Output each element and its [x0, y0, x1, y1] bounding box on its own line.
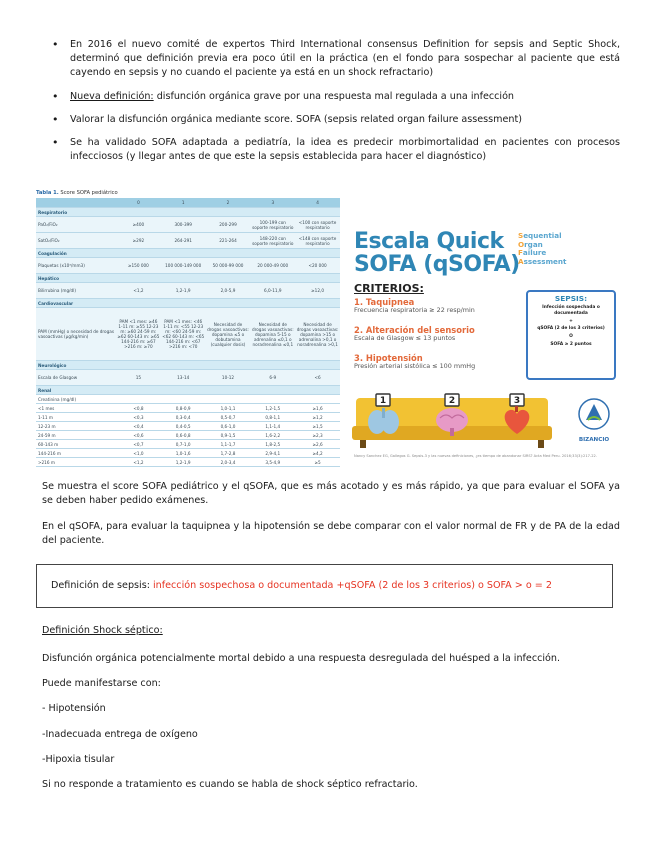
definicion-sepsis-label: Definición de sepsis: [51, 580, 153, 591]
shock-refractario-text: Si no responde a tratamiento es cuando se habla de shock séptico refractario. [42, 779, 418, 790]
table-cell: ≥292 [132, 238, 145, 243]
table-cell: 50 000-99 000 [212, 263, 244, 268]
bizancio-logo-icon [574, 396, 614, 448]
table-cell: ≥1,5 [312, 423, 323, 429]
table-row-label: SatO₂/FiO₂ [38, 238, 60, 243]
couch-organs-illustration [352, 392, 552, 450]
table-cell: 100 000-149 000 [165, 263, 202, 268]
table-header-row [36, 198, 340, 208]
table-cell: ≥2,3 [312, 432, 323, 438]
table-cell: 15 [135, 375, 142, 380]
lungs-icon [368, 408, 399, 434]
table-row-label: Neurológico [38, 362, 67, 368]
number-1: 1 [379, 396, 387, 406]
table-cell: 0,8-0,9 [175, 405, 191, 411]
table-row-label: Hepático [38, 275, 59, 281]
table-cell: ≥2,6 [312, 441, 323, 447]
table-cell: 1,7-2,8 [220, 450, 236, 456]
table-cell [116, 208, 161, 216]
table-cell [295, 299, 340, 307]
table-row-label: Bilirrubina (mg/dl) [38, 288, 76, 293]
table-cell [295, 386, 340, 394]
table-cell [206, 395, 251, 403]
acronym-word: rgan [524, 239, 543, 249]
table-cell [161, 208, 206, 216]
table-cell [206, 208, 251, 216]
table-row-label: Plaquetas (x10³/mm3) [38, 263, 85, 268]
table-section-row [36, 386, 340, 395]
table-cell [161, 386, 206, 394]
table-cell [250, 208, 295, 216]
criterion-1 [354, 298, 475, 314]
table-cell: 6,0-11,9 [264, 288, 282, 293]
manifest-item-hipotension: - Hipotensión [42, 703, 106, 714]
acronym-letter: A [518, 256, 524, 266]
intro-bullet-list [42, 38, 620, 173]
table-section-row [36, 274, 340, 283]
acronym-letter: O [518, 239, 525, 249]
table-cell: 0,5-0,7 [220, 414, 236, 420]
sofa-pediatric-table [36, 188, 340, 472]
criterion-2-detail: Escala de Glasgow ≤ 13 puntos [354, 334, 456, 342]
table-cell: <0,6 [133, 432, 144, 438]
criterion-2 [354, 326, 475, 342]
table-cell: 1,8-2,5 [265, 441, 281, 447]
table-row-label: <1 mes [38, 405, 55, 411]
nueva-definicion-label: Nueva definición: [70, 90, 154, 102]
qsofa-title-line2: SOFA (qSOFA) [354, 252, 520, 277]
bullet-nueva-definicion [42, 90, 620, 104]
table-row-label: >216 m [38, 459, 55, 465]
table-cell: <0,4 [133, 423, 144, 429]
shock-septico-heading: Definición Shock séptico: [42, 625, 163, 636]
table-cell: Necesidad de drogas vasoactivas: dopamina 5-15 o adrenalina ≤0,1 o noradrenalina ≤0,1 [251, 321, 294, 347]
table-row-label: Respiratorio [38, 209, 68, 215]
sepsis-box-line1: Infección sospechada o documentada [542, 305, 600, 316]
table-row-label: 24-59 m [38, 432, 56, 438]
bullet-2016-definition: • En 2016 el nuevo comité de expertos Third International consensus Definition for sepsis and Septic Shock, determinó que definición previa era poco útil en la práctica (en el fondo para sospechar al paciente que está cayendo en sepsis y no cuando el paciente ya está en un shock refractario) [42, 38, 620, 81]
table-row [36, 283, 340, 299]
table-cell: 200-299 [219, 222, 237, 227]
table-cell: 1,0-1,6 [175, 450, 191, 456]
table-row-label: 12-23 m [38, 423, 56, 429]
table-cell: <1,2 [133, 459, 144, 465]
table-cell [161, 395, 206, 403]
table-cell [295, 274, 340, 282]
table-cell: <0,8 [133, 405, 144, 411]
acronym-line [518, 258, 566, 267]
table-cell: 0,6-1,0 [220, 423, 236, 429]
table-cell: ≥1,2 [312, 414, 323, 420]
criterion-3-detail: Presión arterial sistólica ≤ 100 mmHg [354, 362, 476, 370]
table-row [36, 233, 340, 249]
definicion-sepsis-box [36, 564, 613, 608]
acronym-letter: S [518, 231, 524, 240]
table-cell: <20 000 [308, 263, 327, 268]
acronym-letter: F [518, 248, 523, 258]
table-cell: ≥5 [314, 459, 321, 465]
table-cell [116, 386, 161, 394]
table-cell [250, 361, 295, 369]
table-cell [206, 249, 251, 257]
table-row [36, 308, 340, 361]
table-cell: <0,7 [133, 441, 144, 447]
table-cell [295, 208, 340, 216]
table-cell: 0,6-0,8 [175, 432, 191, 438]
table-cell: 0,3-0,4 [175, 414, 191, 420]
table-cell: 0,7-1,0 [175, 441, 191, 447]
acronym-word: equential [523, 231, 562, 240]
table-cell: <0,3 [133, 414, 144, 420]
table-cell: ≥400 [132, 222, 145, 227]
table-section-row [36, 249, 340, 258]
table-cell: 1,1-1,4 [265, 423, 281, 429]
table-cell: ≥1,6 [312, 405, 323, 411]
table-cell [116, 274, 161, 282]
table-cell [250, 299, 295, 307]
bullet-sofa-pediatria: • Se ha validado SOFA adaptada a pediatría, la idea es predecir morbimortalidad en pacientes con procesos infecciosos (y llegar antes de que este la sepsis establecida para hacer el diagnóstico) [42, 136, 620, 164]
qsofa-title [354, 230, 520, 276]
table-row [36, 217, 340, 233]
table-section-row [36, 361, 340, 370]
table-cell: <1,2 [133, 288, 144, 293]
table-cell [295, 395, 340, 403]
table-cell: 2,0-3,4 [220, 459, 236, 465]
table-title [36, 188, 340, 198]
sepsis-box-line3: SOFA ≥ 2 puntos [550, 341, 592, 347]
table-cell: 6-9 [269, 375, 277, 380]
table-cell [161, 361, 206, 369]
table-title-rest: Score SOFA pediátrico [58, 190, 118, 196]
table-cell [206, 386, 251, 394]
table-section-row [36, 299, 340, 308]
nueva-definicion-text: disfunción orgánica grave por una respuesta mal regulada a una infección [153, 90, 515, 102]
table-cell: 0 [137, 200, 140, 205]
table-row [36, 449, 340, 458]
definicion-sepsis-criteria: infección sospechosa o documentada +qSOFA (2 de los 3 criterios) o SOFA > o = 2 [153, 580, 552, 591]
definicion-sepsis-text [51, 580, 552, 591]
qsofa-infographic [348, 218, 620, 465]
sepsis-criteria-box [526, 290, 616, 380]
table-cell: 10-12 [221, 375, 235, 380]
table-row-label: 1-11 m [38, 414, 53, 420]
table-cell: 1,2-1,5 [265, 405, 281, 411]
table-row [36, 431, 340, 440]
table-row [36, 422, 340, 431]
table-cell [206, 299, 251, 307]
table-cell: ≥12,0 [311, 288, 324, 293]
sofa-acronym [518, 232, 566, 266]
table-row [36, 440, 340, 449]
table-row [36, 395, 340, 404]
sepsis-box-line2: qSOFA (2 de los 3 criterios) [537, 326, 605, 332]
table-cell: 2,9-4,1 [265, 450, 281, 456]
table-cell [116, 299, 161, 307]
manifest-item-oxigeno: -Inadecuada entrega de oxígeno [42, 729, 198, 740]
sofa-grid [36, 198, 340, 467]
table-row [36, 370, 340, 386]
manifest-intro: Puede manifestarse con: [42, 678, 161, 689]
table-cell: 0,8-1,1 [265, 414, 281, 420]
table-row-label: 60-143 m [38, 441, 59, 447]
table-cell: 1,2-1,9 [175, 288, 191, 293]
table-cell: 221-264 [219, 238, 237, 243]
para-qsofa-comparacion: En el qSOFA, para evaluar la taquipnea y la hipotensión se debe comparar con el valor normal de FR y de PA de la edad del paciente. [42, 521, 620, 547]
criterion-2-title: 2. Alteración del sensorio [354, 325, 475, 335]
table-cell: <100 con soporte respiratorio [298, 219, 337, 230]
table-cell: Necesidad de drogas vasoactivas: dopamina ≤5 o dobutamina (cualquier dosis) [207, 321, 249, 347]
table-cell [116, 249, 161, 257]
table-row [36, 404, 340, 413]
table-row-label: Renal [38, 387, 52, 393]
table-row-label [36, 198, 116, 207]
acronym-word: ssessment [523, 256, 567, 266]
table-cell: ≥150 000 [127, 263, 149, 268]
bullet-sofa-score: • Valorar la disfunción orgánica mediante score. SOFA (sepsis related organ failure assessment) [42, 113, 620, 127]
table-cell [116, 395, 161, 403]
acronym-word: ailure [522, 248, 547, 258]
number-2: 2 [448, 396, 456, 406]
table-cell [161, 274, 206, 282]
table-cell: 13-14 [177, 375, 190, 380]
table-row-label: 144-216 m [38, 450, 61, 456]
table-cell: 0,4-0,5 [175, 423, 191, 429]
table-cell: 1,2-1,9 [175, 459, 191, 465]
table-title-bold: Tabla 1. [36, 190, 59, 196]
table-cell: 20 000-49 000 [257, 263, 289, 268]
criterion-3-title: 3. Hipotensión [354, 353, 423, 363]
criterion-1-title: 1. Taquipnea [354, 297, 415, 307]
image-credit: Nancy Sanchez EG, Gallegos G. Sepsis-3 y las nuevas definiciones, ¿es tiempo de abandonar SIRS? Acta Med Peru. 2016;33(3):217-22. [354, 454, 597, 458]
couch-leg-left [360, 440, 366, 448]
sepsis-box-plus: + [569, 318, 573, 324]
table-cell: 1,1-1,7 [220, 441, 236, 447]
table-cell [250, 386, 295, 394]
table-cell [295, 361, 340, 369]
table-cell: 1,6-2,2 [265, 432, 281, 438]
manifest-item-hipoxia: -Hipoxia tisular [42, 754, 115, 765]
table-cell: <6 [314, 375, 321, 380]
table-cell: 1 [181, 200, 185, 205]
table-cell: 3 [271, 200, 275, 205]
table-row-label: Creatinina (mg/dl) [38, 396, 77, 402]
table-cell [295, 249, 340, 257]
qsofa-title-line1: Escala Quick [354, 229, 504, 254]
table-row [36, 258, 340, 274]
table-cell: 100-199 con soporte respiratorio [252, 219, 294, 230]
table-cell: 148-220 con soporte respiratorio [252, 235, 294, 246]
table-cell: 2,0-5,9 [220, 288, 236, 293]
para-sofa-pediatrico: Se muestra el score SOFA pediátrico y el qSOFA, que es más acotado y es más rápido, ya que para evaluar el SOFA ya se deben haber pedido exámenes. [42, 481, 620, 507]
sepsis-box-or: O [569, 334, 573, 340]
couch-leg-right [538, 440, 544, 448]
table-cell [206, 274, 251, 282]
table-cell [161, 249, 206, 257]
table-cell [161, 299, 206, 307]
table-row-label: PAM (mmHg) o necesidad de drogas vasoactivas (µg/kg/min) [38, 329, 115, 339]
logo-text: BIZANCIO [578, 437, 610, 443]
table-cell: 4 [316, 200, 319, 205]
table-cell: 264-291 [174, 238, 192, 243]
shock-septico-definition: Disfunción orgánica potencialmente mortal debido a una respuesta desregulada del huésped a la infección. [42, 653, 561, 664]
table-cell: PAM <1 mes: <46 1-11 m: <55 12-23 m: <60 24-59 m: <62 60-143 m: <65 144-216 m: <67 >216 m: <70 [162, 319, 205, 349]
table-row-label: Cardiovascular [38, 300, 74, 306]
table-row [36, 458, 340, 467]
criterion-1-detail: Frecuencia respiratoria ≥ 22 resp/min [354, 306, 475, 314]
table-cell: Necesidad de drogas vasoactivas: dopamina >15 o adrenalina >0,1 o noradrenalina >0,1 [296, 321, 339, 347]
table-cell: 0,9-1,5 [220, 432, 236, 438]
number-3: 3 [513, 396, 521, 406]
table-cell: 300-399 [174, 222, 192, 227]
table-row-label: Coagulación [38, 250, 67, 256]
table-cell [206, 361, 251, 369]
table-cell: 2 [226, 200, 230, 205]
table-cell: <1,0 [133, 450, 144, 456]
criterios-heading: CRITERIOS: [354, 282, 424, 295]
table-cell [250, 274, 295, 282]
table-section-row [36, 208, 340, 217]
table-cell: 1,0-1,1 [220, 405, 236, 411]
sepsis-box-heading: SEPSIS: [554, 294, 588, 303]
table-row-label: PaO₂/FiO₂ [38, 222, 58, 227]
table-row [36, 413, 340, 422]
criterion-3 [354, 354, 475, 370]
table-cell: 3,5-4,9 [265, 459, 281, 465]
table-row-label: Escala de Glasgow [38, 375, 78, 380]
table-cell: ≥4,2 [312, 450, 323, 456]
table-cell [250, 249, 295, 257]
table-cell: PAM <1 mes: ≥46 1-11 m: ≥55 12-23 m: ≥60 24-59 m: ≥62 60-143 m: ≥65 144-216 m: ≥67 >216 m: ≥70 [117, 319, 160, 349]
table-cell [250, 395, 295, 403]
table-cell: <148 con soporte respiratorio [298, 235, 337, 246]
table-cell [116, 361, 161, 369]
